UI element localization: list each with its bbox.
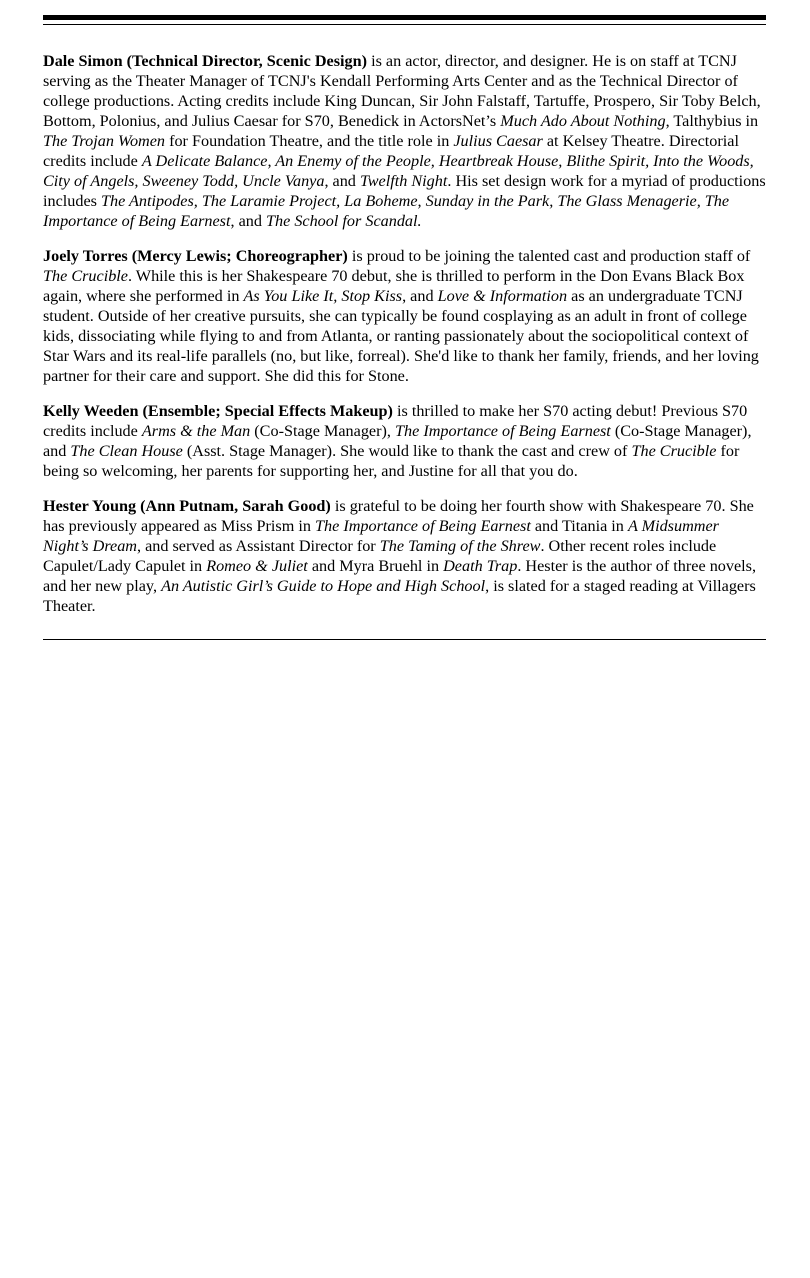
bio-paragraph bbox=[43, 51, 766, 231]
bio-title-italic: As You Like It, Stop Kiss bbox=[243, 287, 403, 305]
bio-text: and Titania in bbox=[530, 517, 628, 535]
bio-title-italic: The School for Scandal. bbox=[265, 212, 422, 230]
bio-title-italic: The Taming of the Shrew bbox=[379, 537, 541, 555]
bio-title-italic: Much Ado About Nothing bbox=[500, 112, 666, 130]
bio-paragraph bbox=[43, 496, 766, 616]
bio-title-italic: A Midsummer Night’s Dream bbox=[43, 517, 719, 555]
bio-text: . While this is her Shakespeare 70 debut, she is thrilled to perform in the Don Evans Black Box again, where she performed in bbox=[43, 267, 745, 305]
bio-title-italic: Julius Caesar bbox=[453, 132, 543, 150]
bio-text: is grateful to be doing her fourth show with Shakespeare 70. She has previously appeared as Miss Prism in bbox=[43, 497, 754, 535]
bio-title-italic: The Clean House bbox=[70, 442, 183, 460]
bio-name: Dale Simon (Technical Director, Scenic Design) bbox=[43, 52, 368, 70]
bio-text: . Hester is the author of three novels, and her new play, bbox=[43, 557, 757, 595]
bio-paragraph bbox=[43, 401, 766, 481]
bio-text: , Talthybius in bbox=[665, 112, 759, 130]
bio-title-italic: A Delicate Balance, An Enemy of the People, Heartbreak House, Blithe Spirit, Into the Woods, City of Angels, Sweeney Todd, Uncle Vanya bbox=[43, 152, 754, 190]
bio-name: Kelly Weeden (Ensemble; Special Effects Makeup) bbox=[43, 402, 393, 420]
bio-text: . Other recent roles include Capulet/Lady Capulet in bbox=[43, 537, 717, 575]
bio-name: Joely Torres (Mercy Lewis; Choreographer) bbox=[43, 247, 348, 265]
bio-text: is an actor, director, and designer. He is on staff at TCNJ serving as the Theater Manager of TCNJ's Kendall Performing Arts Center and as the Technical Director of college productions. Acting credits include King Duncan, Sir John Falstaff, Tartuffe, Prospero, Sir Toby Belch, Bottom, Polonius, and Julius Caesar for S70, Benedick in ActorsNet’s bbox=[43, 52, 761, 130]
bio-title-italic: Romeo & Juliet bbox=[206, 557, 308, 575]
bio-title-italic: Twelfth Night bbox=[359, 172, 448, 190]
bio-text: is thrilled to make her S70 acting debut! Previous S70 credits include bbox=[43, 402, 748, 440]
bio-paragraph bbox=[43, 246, 766, 386]
header-rule-thick bbox=[43, 15, 766, 20]
bio-text: for being so welcoming, her parents for supporting her, and Justine for all that you do. bbox=[43, 442, 740, 480]
bio-text: is proud to be joining the talented cast and production staff of bbox=[347, 247, 751, 265]
footer-rule bbox=[43, 639, 766, 640]
bio-title-italic: An Autistic Girl’s Guide to Hope and High School bbox=[161, 577, 486, 595]
header-rule-thin bbox=[43, 24, 766, 25]
bio-text: , and bbox=[324, 172, 360, 190]
program-page bbox=[43, 15, 766, 640]
bio-text: (Co-Stage Manager), bbox=[250, 422, 395, 440]
bio-text: for Foundation Theatre, and the title role in bbox=[165, 132, 454, 150]
bio-name: Hester Young (Ann Putnam, Sarah Good) bbox=[43, 497, 331, 515]
bio-text: and Myra Bruehl in bbox=[307, 557, 444, 575]
bio-text: (Asst. Stage Manager). She would like to thank the cast and crew of bbox=[182, 442, 632, 460]
bio-title-italic: Arms & the Man bbox=[141, 422, 251, 440]
bio-text: , and served as Assistant Director for bbox=[137, 537, 380, 555]
bio-text: as an undergraduate TCNJ student. Outside of her creative pursuits, she can typically be found cosplaying as an adult in front of college kids, dissociating while flying to and from Atlanta, or ranting passionately about the sociopolitical context of Star Wars and its real-life parallels (no, but like, forreal). She'd like to thank her family, friends, and her loving partner for their care and support. She did this for Stone. bbox=[43, 287, 759, 385]
bio-title-italic: The Antipodes, The Laramie Project, La Boheme, Sunday in the Park, The Glass Menagerie, The Importance of Being Earnest bbox=[43, 192, 730, 230]
bio-title-italic: The Trojan Women bbox=[43, 132, 166, 150]
bio-title-italic: The Crucible bbox=[43, 267, 128, 285]
bio-text: , and bbox=[230, 212, 266, 230]
bio-text: , and bbox=[402, 287, 438, 305]
bio-title-italic: Death Trap bbox=[443, 557, 518, 575]
bio-title-italic: The Crucible bbox=[631, 442, 717, 460]
bio-title-italic: The Importance of Being Earnest bbox=[315, 517, 531, 535]
bio-title-italic: The Importance of Being Earnest bbox=[395, 422, 611, 440]
bio-text: . His set design work for a myriad of productions includes bbox=[43, 172, 766, 210]
bios-section bbox=[43, 51, 766, 616]
bio-title-italic: Love & Information bbox=[437, 287, 568, 305]
bio-text: , is slated for a staged reading at Villagers Theater. bbox=[43, 577, 756, 615]
bio-text: at Kelsey Theatre. Directorial credits include bbox=[43, 132, 739, 170]
bio-text: (Co-Stage Manager), and bbox=[43, 422, 752, 460]
